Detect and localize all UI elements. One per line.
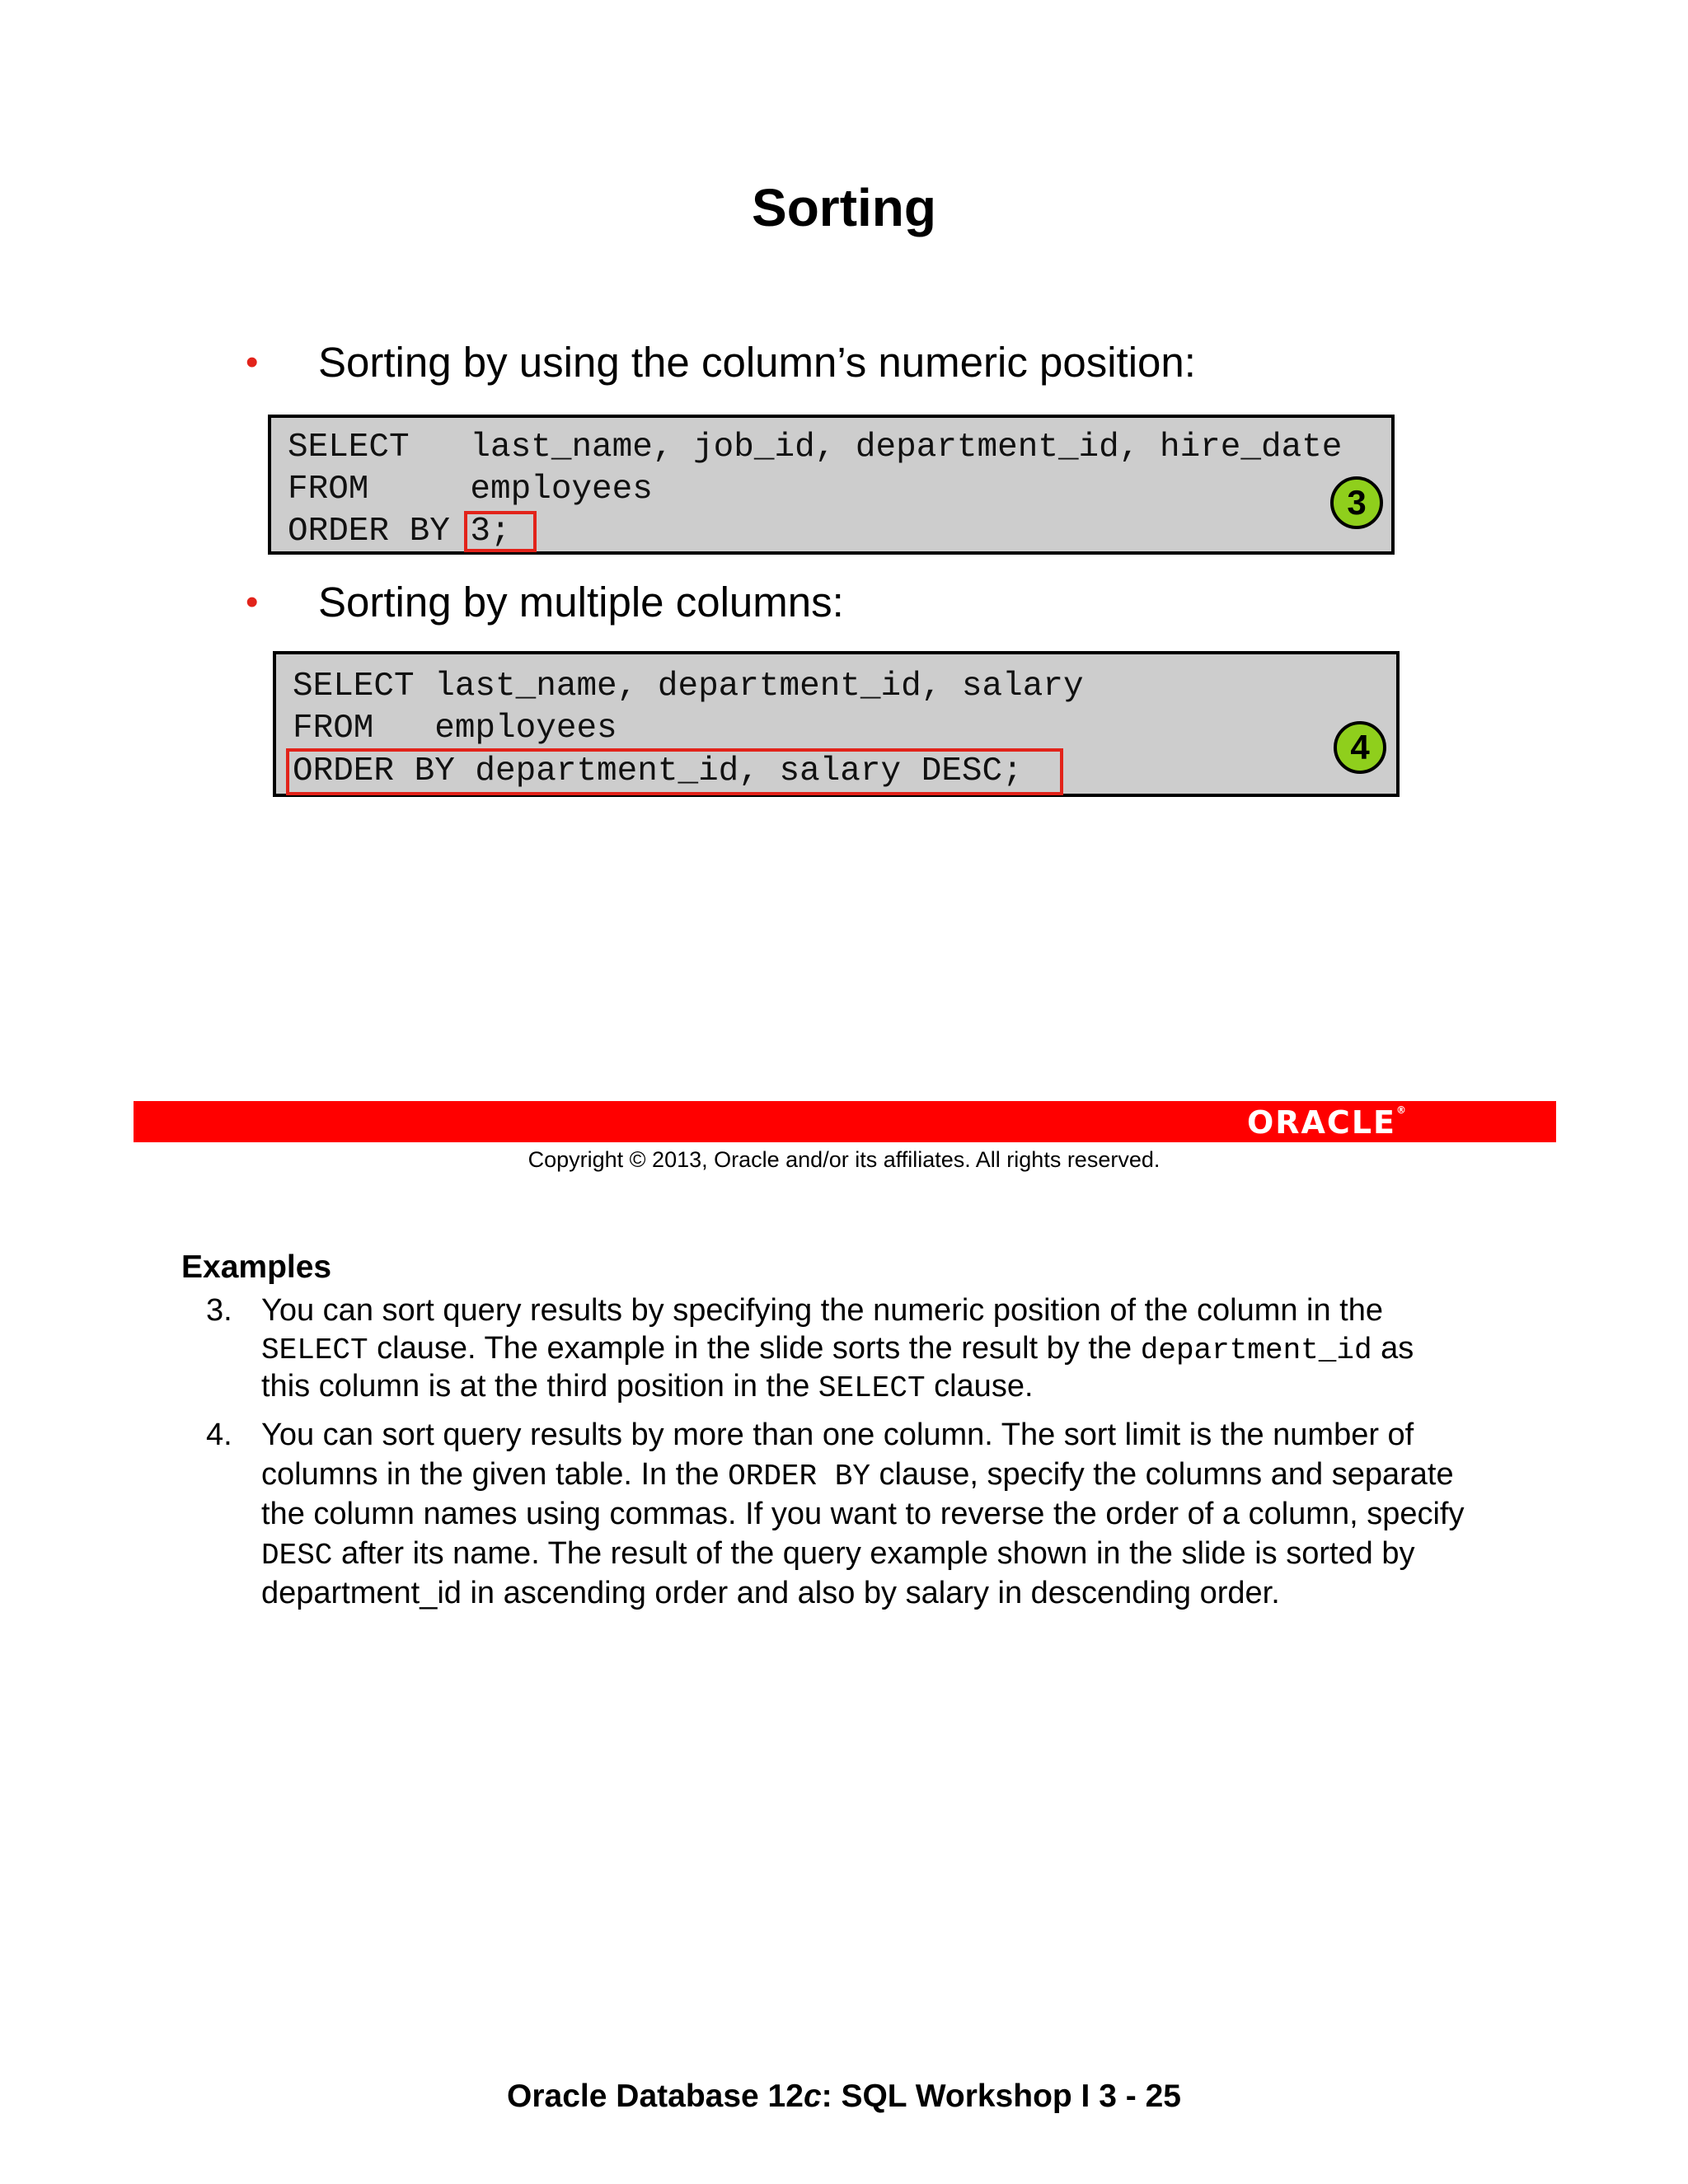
oracle-logo: ORACLE® — [1246, 1104, 1408, 1141]
highlight-box — [464, 511, 537, 552]
note-line — [261, 1418, 1414, 1453]
code-line: SELECT last_name, job_id, department_id, hire_date — [288, 429, 1343, 466]
example-number: 3. — [206, 1293, 232, 1328]
code-line: FROM employees — [288, 471, 653, 509]
note-line — [261, 1536, 1415, 1572]
note-line — [261, 1457, 1454, 1493]
note-text: clause. The example in the slide sorts the result by the — [368, 1331, 1141, 1366]
note-text: clause. — [925, 1369, 1034, 1404]
inline-code: DESC — [261, 1539, 333, 1572]
code-block-order-by-position — [268, 415, 1395, 555]
note-line — [261, 1331, 1414, 1367]
code-block-order-by-multiple — [273, 651, 1400, 797]
inline-code: SELECT — [818, 1371, 926, 1405]
code-line: FROM employees — [293, 710, 617, 748]
note-text: this column is at the third position in the — [261, 1369, 818, 1404]
slide-footer-bar — [134, 1101, 1556, 1142]
example-badge-3: 3 — [1330, 476, 1383, 529]
note-text: department_id in ascending order and also by salary in descending order. — [261, 1576, 1280, 1610]
note-text: You can sort query results by specifying the numeric position of the column in the — [261, 1293, 1384, 1328]
bullet-multiple-columns: Sorting by multiple columns: — [318, 579, 844, 626]
note-text: after its name. The result of the query example shown in the slide is sorted by — [332, 1536, 1415, 1571]
bullet-dot: • — [246, 342, 259, 382]
bullet-numeric-position: Sorting by using the column’s numeric position: — [318, 339, 1196, 386]
code-line: ORDER BY 3; — [288, 513, 511, 551]
copyright-text: Copyright © 2013, Oracle and/or its affiliates. All rights reserved. — [528, 1147, 1160, 1172]
code-line: SELECT last_name, department_id, salary — [293, 668, 1084, 705]
note-text: You can sort query results by more than one column. The sort limit is the number of — [261, 1418, 1414, 1452]
note-text: the column names using commas. If you want to reverse the order of a column, specify — [261, 1497, 1465, 1531]
inline-code: SELECT — [261, 1333, 368, 1367]
page-footer: Oracle Database 12c: SQL Workshop I 3 - 25 — [507, 2079, 1181, 2114]
inline-code: department_id — [1140, 1333, 1372, 1367]
examples-heading: Examples — [181, 1249, 332, 1285]
note-line — [261, 1369, 1034, 1405]
slide-title: Sorting — [752, 178, 936, 237]
note-line — [261, 1576, 1280, 1611]
note-text: clause, specify the columns and separate — [870, 1457, 1454, 1492]
example-badge-4: 4 — [1334, 721, 1386, 774]
note-line — [261, 1497, 1464, 1532]
note-line — [261, 1293, 1383, 1329]
note-text: columns in the given table. In the — [261, 1457, 729, 1492]
note-text: as — [1372, 1331, 1414, 1366]
code-line: ORDER BY department_id, salary DESC; — [293, 752, 1023, 790]
highlight-box — [286, 748, 1063, 795]
inline-code: ORDER BY — [728, 1460, 870, 1493]
example-number: 4. — [206, 1418, 232, 1452]
bullet-dot: • — [246, 582, 259, 622]
